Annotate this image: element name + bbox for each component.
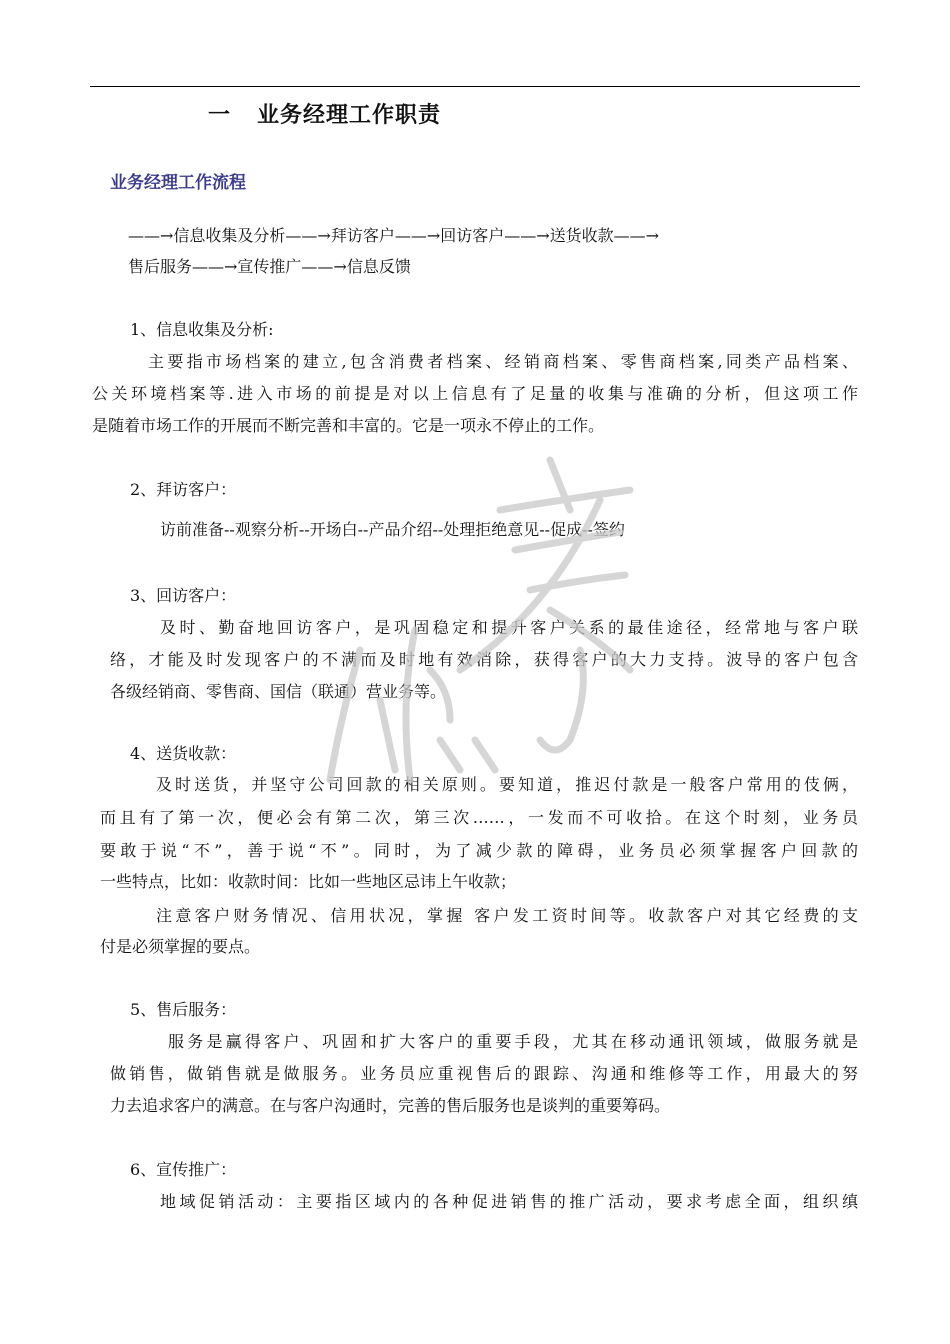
watermark-icon xyxy=(300,440,660,800)
title-text: 业务经理工作职责 xyxy=(257,102,442,128)
section-title: 5、售后服务： xyxy=(130,1000,237,1019)
paragraph-line: 公关环境档案等.进入市场的前提是对以上信息有了足量的收集与准确的分析，但这项工作 xyxy=(92,384,858,403)
paragraph-line: 注意客户财务情况、信用状况，掌握 客户发工资时间等。收款客户对其它经费的支 xyxy=(156,906,858,925)
flow-line-2: 售后服务——→宣传推广——→信息反馈 xyxy=(128,257,411,276)
paragraph-line: 而且有了第一次，便必会有第二次，第三次……，一发而不可收拾。在这个时刻，业务员 xyxy=(100,808,858,827)
paragraph-line: 做销售，做销售就是做服务。业务员应重视售后的跟踪、沟通和维修等工作，用最大的努 xyxy=(110,1064,858,1083)
paragraph-line: 及时、勤奋地回访客户，是巩固稳定和提升客户关系的最佳途径，经常地与客户联 xyxy=(160,618,858,637)
section-title: 1、信息收集及分析: xyxy=(130,320,274,339)
flow-line-1: ——→信息收集及分析——→拜访客户——→回访客户——→送货收款——→ xyxy=(128,226,660,245)
section-title: 2、拜访客户： xyxy=(130,480,237,499)
paragraph-line: 是随着市场工作的开展而不断完善和丰富的。它是一项永不停止的工作。 xyxy=(92,416,605,435)
header-rule xyxy=(90,86,860,87)
paragraph-line: 络，才能及时发现客户的不满而及时地有效消除，获得客户的大力支持。波导的客户包含 xyxy=(110,650,858,669)
paragraph-line: 各级经销商、零售商、国信（联通）营业务等。 xyxy=(110,682,447,701)
paragraph-line: 服务是赢得客户、巩固和扩大客户的重要手段，尤其在移动通讯领域，做服务就是 xyxy=(168,1032,858,1051)
paragraph-line: 主要指市场档案的建立,包含消费者档案、经销商档案、零售商档案,同类产品档案、 xyxy=(148,352,858,371)
title-number: 一 xyxy=(208,102,232,128)
paragraph-line: 地域促销活动：主要指区域内的各种促进销售的推广活动，要求考虑全面，组织缜 xyxy=(160,1192,858,1211)
section-subtitle: 业务经理工作流程 xyxy=(110,173,246,193)
section-title: 3、回访客户： xyxy=(130,586,237,605)
section-title: 6、宣传推广： xyxy=(130,1160,237,1179)
paragraph-line: 付是必须掌握的要点。 xyxy=(100,937,261,956)
paragraph-line: 要敢于说“不”，善于说“不”。同时，为了减少款的障碍，业务员必须掌握客户回款的 xyxy=(100,841,858,860)
section-title: 4、送货收款： xyxy=(130,744,237,763)
paragraph-line: 力去追求客户的满意。在与客户沟通时，完善的售后服务也是谈判的重要筹码。 xyxy=(110,1096,671,1115)
page-title xyxy=(208,98,441,129)
paragraph-line: 一些特点，比如：收款时间：比如一些地区忌讳上午收款； xyxy=(100,872,517,891)
paragraph-line: 访前准备--观察分析--开场白--产品介绍--处理拒绝意见--促成--签约 xyxy=(160,520,625,539)
paragraph-line: 及时送货，并坚守公司回款的相关原则。要知道，推迟付款是一般客户常用的伎俩， xyxy=(156,775,858,794)
